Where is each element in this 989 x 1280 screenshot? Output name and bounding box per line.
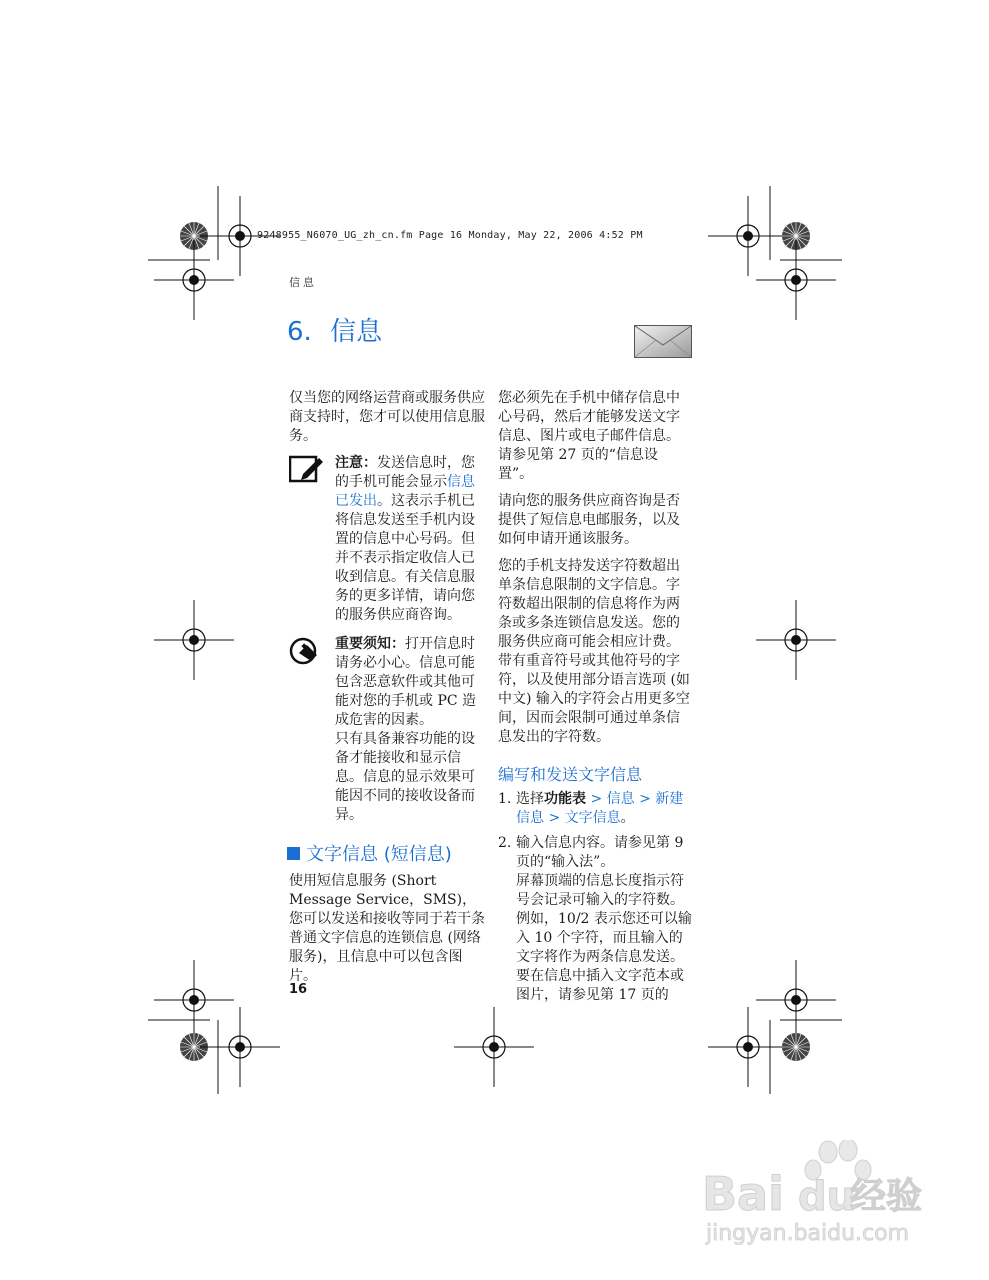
step2-text-1: 输入信息内容。请参见第 9 页的“输入法”。 <box>516 835 684 870</box>
watermark-brand-cn: 经验 <box>850 1176 923 1217</box>
menu-separator: > <box>634 791 656 807</box>
note-block <box>289 454 485 625</box>
menu-path-functions: 功能表 <box>544 791 586 807</box>
watermark-url: jingyan.baidu.com <box>706 1221 910 1246</box>
section-paragraph: 使用短信息服务 (Short Message Service，SMS)，您可以发送和接收等同于若干条普通文字信息的连锁信息 (网络服务)，且信息中可以包含图片。 <box>289 873 485 984</box>
warning-label: 重要须知： <box>335 636 405 652</box>
steps-list <box>498 790 692 1005</box>
right-column <box>498 389 692 1011</box>
menu-separator: > <box>544 810 565 826</box>
right-paragraph-1: 您必须先在手机中储存信息中心号码，然后才能够发送文字信息、图片或电子邮件信息。请参见第 27 页的“信息设置”。 <box>498 390 680 482</box>
section-heading <box>287 845 485 864</box>
subsection-title: 编写和发送文字信息 <box>498 765 643 784</box>
menu-path-messages: 信息 <box>606 791 635 807</box>
warning-text-2: 只有具备兼容功能的设备才能接收和显示信息。信息的显示效果可能因不同的接收设备而异。 <box>335 731 475 823</box>
menu-path-text-message: 文字信息 <box>564 810 621 826</box>
left-column <box>289 389 485 994</box>
note-link-message-sent: 信息已发出 <box>335 474 475 509</box>
note-pencil-icon <box>289 454 323 484</box>
step2-text-3: 要在信息中插入文字范本或图片，请参见第 17 页的 <box>516 968 684 1003</box>
chapter-title <box>287 311 382 348</box>
menu-separator: > <box>586 791 607 807</box>
list-item <box>498 790 692 828</box>
warning-block <box>289 635 485 825</box>
watermark-brand-latin: Bai <box>702 1167 784 1221</box>
baidu-watermark <box>700 1140 940 1250</box>
step1-end: 。 <box>620 810 635 826</box>
intro-paragraph: 仅当您的网络运营商或服务供应商支持时，您才可以使用信息服务。 <box>289 390 485 444</box>
warning-text-1: 打开信息时请务必小心。信息可能包含恶意软件或其他可能对您的手机或 PC 造成危害的因素。 <box>335 636 477 728</box>
section-square-icon <box>287 847 300 860</box>
running-head: 信息 <box>289 276 317 289</box>
note-text-after: 。这表示手机已将信息发送至手机内设置的信息中心号码。但并不表示指定收信人已收到信息。有关信息服务的更多详情，请向您的服务供应商咨询。 <box>335 493 475 623</box>
watermark-brand-du: du <box>798 1174 856 1220</box>
page-number: 16 <box>289 982 308 997</box>
warning-hand-icon <box>289 635 323 665</box>
step1-lead: 选择 <box>516 791 544 807</box>
chapter-title-text: 信息 <box>330 317 383 347</box>
file-info-line: 9248955_N6070_UG_zh_cn.fm Page 16 Monday, May 22, 2006 4:52 PM <box>257 230 643 241</box>
note-label: 注意： <box>335 455 377 471</box>
list-item <box>498 834 692 1005</box>
chapter-number: 6. <box>287 317 312 347</box>
note-text-before: 发送信息时，您的手机可能会显示 <box>335 455 475 490</box>
right-paragraph-2: 请向您的服务供应商咨询是否提供了短信息电邮服务，以及如何申请开通该服务。 <box>498 493 680 547</box>
step-number: 2. <box>498 835 512 851</box>
step-number: 1. <box>498 791 512 807</box>
right-paragraph-3: 您的手机支持发送字符数超出单条信息限制的文字信息。字符数超出限制的信息将作为两条或多条连锁信息发送。您的服务供应商可能会相应计费。带有重音符号或其他符号的字符，以及使用部分语言选项 (如中文) 输入的字符会占用更多空间，因而会限制可通过单条信息发出的字符数。 <box>498 558 690 745</box>
menu-path-new-message: 新建信息 <box>516 791 684 826</box>
envelope-icon <box>634 325 692 358</box>
section-title: 文字信息 (短信息) <box>306 844 452 865</box>
step2-text-2: 屏幕顶端的信息长度指示符号会记录可输入的字符数。例如，10/2 表示您还可以输入 10 个字符，而且输入的文字将作为两条信息发送。 <box>516 873 692 965</box>
